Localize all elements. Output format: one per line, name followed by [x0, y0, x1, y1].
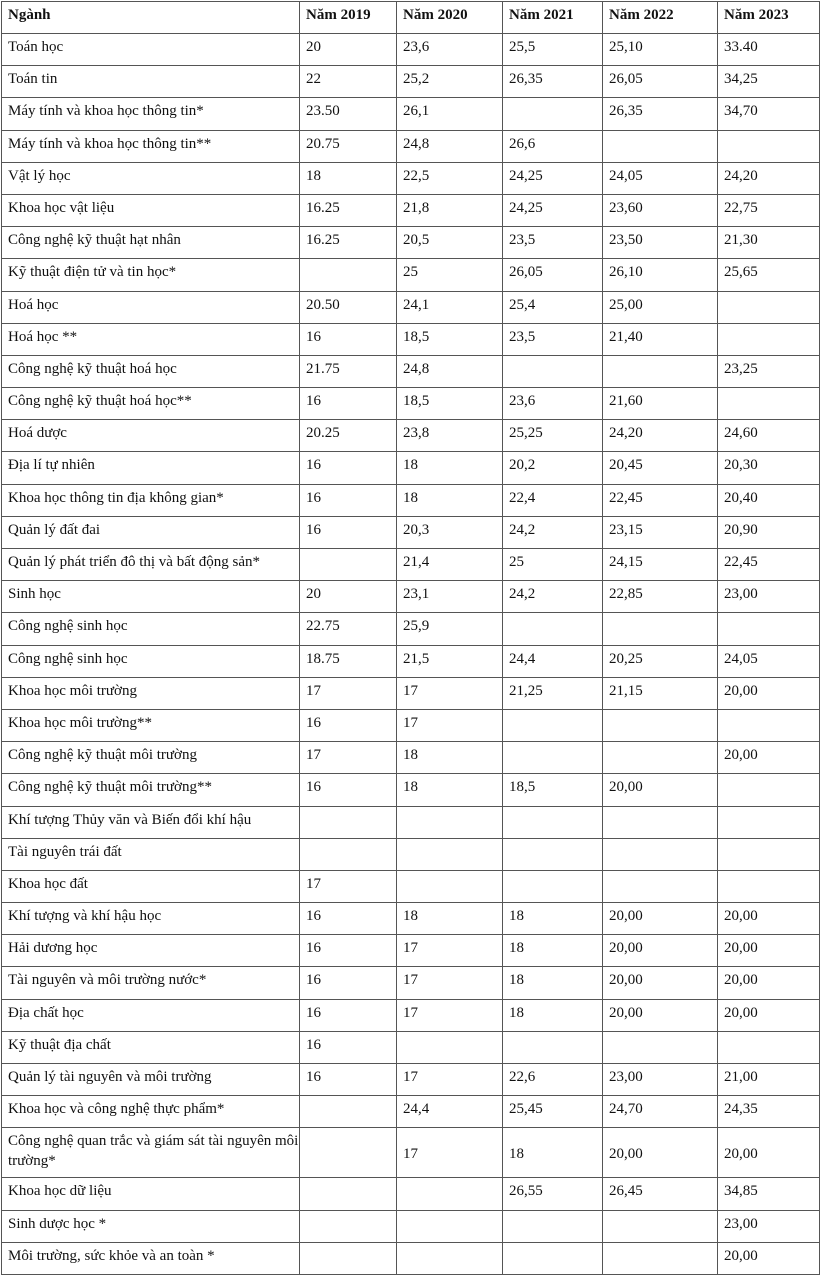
- cell-nganh: Quản lý đất đai: [2, 516, 300, 548]
- cell-2019: 21.75: [300, 355, 397, 387]
- cell-2020: 17: [397, 709, 503, 741]
- cell-2022: [603, 709, 718, 741]
- cell-2022: 20,00: [603, 903, 718, 935]
- cell-2023: 34,25: [718, 66, 820, 98]
- cell-2022: [603, 870, 718, 902]
- cell-2020: 24,4: [397, 1096, 503, 1128]
- table-row: [2, 34, 820, 66]
- cell-2019: 20.50: [300, 291, 397, 323]
- cell-2019: 16: [300, 452, 397, 484]
- cell-nganh: Địa lí tự nhiên: [2, 452, 300, 484]
- table-row: [2, 870, 820, 902]
- header-2019: Năm 2019: [300, 2, 397, 34]
- cell-2020: 21,4: [397, 549, 503, 581]
- cell-2022: 20,00: [603, 935, 718, 967]
- table-row: [2, 1064, 820, 1096]
- cell-2023: [718, 1031, 820, 1063]
- cell-2022: [603, 838, 718, 870]
- header-2022: Năm 2022: [603, 2, 718, 34]
- cell-nganh: Toán học: [2, 34, 300, 66]
- table-row: [2, 1096, 820, 1128]
- cell-2019: 20: [300, 581, 397, 613]
- cell-2020: 18,5: [397, 388, 503, 420]
- cell-2022: 20,00: [603, 999, 718, 1031]
- table-row: [2, 420, 820, 452]
- cell-2020: 17: [397, 935, 503, 967]
- table-row: [2, 1031, 820, 1063]
- cell-2023: 23,00: [718, 581, 820, 613]
- cell-nganh: Hoá học: [2, 291, 300, 323]
- cell-2020: 25: [397, 259, 503, 291]
- table-row: [2, 645, 820, 677]
- cell-2022: [603, 1242, 718, 1274]
- table-row: [2, 999, 820, 1031]
- table-row: [2, 677, 820, 709]
- table-row: [2, 227, 820, 259]
- cell-2019: 17: [300, 677, 397, 709]
- cell-2020: [397, 1242, 503, 1274]
- cell-2019: [300, 549, 397, 581]
- cell-2022: 23,60: [603, 194, 718, 226]
- cell-2019: 16: [300, 484, 397, 516]
- cell-2023: 22,75: [718, 194, 820, 226]
- cell-2023: [718, 130, 820, 162]
- cell-2021: 18: [503, 967, 603, 999]
- cell-2020: [397, 1210, 503, 1242]
- table-row: [2, 516, 820, 548]
- cell-nganh: Hoá học **: [2, 323, 300, 355]
- cell-2020: 17: [397, 1128, 503, 1178]
- cell-2020: [397, 1178, 503, 1210]
- cell-2021: [503, 806, 603, 838]
- table-row: [2, 967, 820, 999]
- table-header: [2, 2, 820, 34]
- table-row: [2, 1128, 820, 1178]
- cell-nganh: Khí tượng và khí hậu học: [2, 903, 300, 935]
- cell-2020: 20,5: [397, 227, 503, 259]
- cell-nganh: Khoa học thông tin địa không gian*: [2, 484, 300, 516]
- cell-2022: 23,15: [603, 516, 718, 548]
- cell-2019: 16: [300, 903, 397, 935]
- cell-nganh: Kỹ thuật điện tử và tin học*: [2, 259, 300, 291]
- cell-2023: 20,90: [718, 516, 820, 548]
- cell-nganh: Sinh dược học *: [2, 1210, 300, 1242]
- cell-2022: [603, 613, 718, 645]
- cell-nganh: Công nghệ quan trắc và giám sát tài nguyên môi trường*: [2, 1128, 300, 1178]
- cell-nganh: Hoá dược: [2, 420, 300, 452]
- cell-nganh: Quản lý tài nguyên và môi trường: [2, 1064, 300, 1096]
- table-row: [2, 838, 820, 870]
- cell-2021: 24,25: [503, 162, 603, 194]
- cell-2019: 16.25: [300, 194, 397, 226]
- cell-2020: 20,3: [397, 516, 503, 548]
- cell-nganh: Quản lý phát triển đô thị và bất động sản*: [2, 549, 300, 581]
- cell-nganh: Vật lý học: [2, 162, 300, 194]
- table-row: [2, 259, 820, 291]
- cell-2022: [603, 806, 718, 838]
- cell-2020: [397, 870, 503, 902]
- cell-2023: 34,70: [718, 98, 820, 130]
- cell-2023: [718, 838, 820, 870]
- cell-2020: [397, 806, 503, 838]
- cell-nganh: Công nghệ kỹ thuật hoá học: [2, 355, 300, 387]
- cell-nganh: Công nghệ kỹ thuật môi trường: [2, 742, 300, 774]
- cell-2022: 20,25: [603, 645, 718, 677]
- cell-2019: [300, 1242, 397, 1274]
- cell-2021: 22,6: [503, 1064, 603, 1096]
- cell-nganh: Công nghệ kỹ thuật hạt nhân: [2, 227, 300, 259]
- table-row: [2, 66, 820, 98]
- cell-2020: 24,8: [397, 355, 503, 387]
- cell-2023: 20,30: [718, 452, 820, 484]
- cell-2021: 18: [503, 903, 603, 935]
- cell-2019: [300, 838, 397, 870]
- cell-2021: 22,4: [503, 484, 603, 516]
- cell-2019: 18: [300, 162, 397, 194]
- cell-2019: [300, 1210, 397, 1242]
- cell-2019: 22: [300, 66, 397, 98]
- cell-2020: 24,1: [397, 291, 503, 323]
- cell-2019: 16: [300, 935, 397, 967]
- cell-nganh: Toán tin: [2, 66, 300, 98]
- cell-nganh: Tài nguyên trái đất: [2, 838, 300, 870]
- cell-2019: 16: [300, 774, 397, 806]
- cell-2023: [718, 870, 820, 902]
- cell-2021: 26,05: [503, 259, 603, 291]
- cell-2022: 24,15: [603, 549, 718, 581]
- cell-2019: 22.75: [300, 613, 397, 645]
- cell-2022: 25,10: [603, 34, 718, 66]
- cell-2020: 17: [397, 677, 503, 709]
- cell-2022: 21,60: [603, 388, 718, 420]
- cell-nganh: Hải dương học: [2, 935, 300, 967]
- table-row: [2, 323, 820, 355]
- cell-nganh: Môi trường, sức khỏe và an toàn *: [2, 1242, 300, 1274]
- cell-2023: 33.40: [718, 34, 820, 66]
- cell-2023: [718, 388, 820, 420]
- cell-2023: 21,00: [718, 1064, 820, 1096]
- cell-nganh: Công nghệ kỹ thuật môi trường**: [2, 774, 300, 806]
- cell-2022: 26,45: [603, 1178, 718, 1210]
- cell-2023: 25,65: [718, 259, 820, 291]
- cell-2021: 20,2: [503, 452, 603, 484]
- cell-2020: 17: [397, 967, 503, 999]
- cell-2019: 16: [300, 967, 397, 999]
- table-row: [2, 452, 820, 484]
- cell-2021: [503, 838, 603, 870]
- cell-2023: 24,05: [718, 645, 820, 677]
- header-2021: Năm 2021: [503, 2, 603, 34]
- cell-2023: [718, 774, 820, 806]
- cell-nganh: Công nghệ kỹ thuật hoá học**: [2, 388, 300, 420]
- cell-2020: 18: [397, 742, 503, 774]
- cell-2022: [603, 355, 718, 387]
- cell-2023: [718, 709, 820, 741]
- cell-2021: 25,25: [503, 420, 603, 452]
- cell-2020: 18,5: [397, 323, 503, 355]
- table-row: [2, 774, 820, 806]
- cell-2019: 16: [300, 323, 397, 355]
- cell-2022: 24,05: [603, 162, 718, 194]
- cell-2023: 21,30: [718, 227, 820, 259]
- table-row: [2, 355, 820, 387]
- cell-2019: 16: [300, 999, 397, 1031]
- cell-2020: 17: [397, 1064, 503, 1096]
- cell-2021: [503, 709, 603, 741]
- table-row: [2, 1210, 820, 1242]
- cell-2023: 20,00: [718, 935, 820, 967]
- cell-2019: [300, 1178, 397, 1210]
- cell-2019: 23.50: [300, 98, 397, 130]
- cell-2021: 24,25: [503, 194, 603, 226]
- cell-2023: 23,25: [718, 355, 820, 387]
- cell-2020: 18: [397, 903, 503, 935]
- cell-2023: [718, 806, 820, 838]
- cell-2021: [503, 98, 603, 130]
- table-row: [2, 935, 820, 967]
- table-row: [2, 484, 820, 516]
- cell-2020: 25,9: [397, 613, 503, 645]
- cell-2021: [503, 742, 603, 774]
- cell-2019: [300, 1128, 397, 1178]
- table-row: [2, 130, 820, 162]
- cell-2021: 25,5: [503, 34, 603, 66]
- cell-2023: 24,35: [718, 1096, 820, 1128]
- cell-2022: 26,10: [603, 259, 718, 291]
- cell-2021: 23,6: [503, 388, 603, 420]
- cell-2021: 18: [503, 999, 603, 1031]
- table-row: [2, 581, 820, 613]
- cell-2019: 16: [300, 516, 397, 548]
- cell-2020: 23,1: [397, 581, 503, 613]
- table-row: [2, 903, 820, 935]
- cell-2022: 21,15: [603, 677, 718, 709]
- cell-2019: 18.75: [300, 645, 397, 677]
- cell-2019: 16.25: [300, 227, 397, 259]
- cell-2021: [503, 1242, 603, 1274]
- cell-2023: 34,85: [718, 1178, 820, 1210]
- cell-2023: 20,00: [718, 903, 820, 935]
- cell-2021: 25,45: [503, 1096, 603, 1128]
- table-row: [2, 1242, 820, 1274]
- admission-score-table: [1, 1, 820, 1275]
- cell-2022: 26,05: [603, 66, 718, 98]
- cell-2020: [397, 838, 503, 870]
- cell-2022: 23,00: [603, 1064, 718, 1096]
- header-nganh: Ngành: [2, 2, 300, 34]
- cell-2019: [300, 806, 397, 838]
- cell-2019: [300, 259, 397, 291]
- cell-2023: 20,00: [718, 967, 820, 999]
- cell-2019: 16: [300, 388, 397, 420]
- cell-2020: 21,8: [397, 194, 503, 226]
- cell-2021: 18: [503, 935, 603, 967]
- table-row: [2, 613, 820, 645]
- cell-2022: 22,45: [603, 484, 718, 516]
- table-row: [2, 549, 820, 581]
- table-row: [2, 742, 820, 774]
- cell-2019: 20.25: [300, 420, 397, 452]
- table-row: [2, 98, 820, 130]
- table-row: [2, 1178, 820, 1210]
- cell-2021: 26,35: [503, 66, 603, 98]
- table-row: [2, 709, 820, 741]
- cell-2019: 16: [300, 1031, 397, 1063]
- cell-2023: 23,00: [718, 1210, 820, 1242]
- cell-2020: 17: [397, 999, 503, 1031]
- cell-2019: 16: [300, 1064, 397, 1096]
- cell-nganh: Sinh học: [2, 581, 300, 613]
- cell-2021: 25,4: [503, 291, 603, 323]
- cell-2021: [503, 870, 603, 902]
- cell-2021: [503, 1210, 603, 1242]
- cell-2022: 24,20: [603, 420, 718, 452]
- cell-2023: [718, 323, 820, 355]
- cell-nganh: Khoa học vật liệu: [2, 194, 300, 226]
- cell-2021: 18,5: [503, 774, 603, 806]
- cell-2022: 22,85: [603, 581, 718, 613]
- cell-nganh: Kỹ thuật địa chất: [2, 1031, 300, 1063]
- cell-2022: 20,00: [603, 967, 718, 999]
- cell-2023: 20,00: [718, 1242, 820, 1274]
- cell-2022: [603, 130, 718, 162]
- cell-2022: 20,45: [603, 452, 718, 484]
- table-row: [2, 806, 820, 838]
- cell-2023: 22,45: [718, 549, 820, 581]
- cell-2021: 25: [503, 549, 603, 581]
- cell-nganh: Khoa học dữ liệu: [2, 1178, 300, 1210]
- cell-2021: [503, 355, 603, 387]
- cell-nganh: Tài nguyên và môi trường nước*: [2, 967, 300, 999]
- header-2020: Năm 2020: [397, 2, 503, 34]
- cell-2022: 20,00: [603, 1128, 718, 1178]
- cell-2023: 20,00: [718, 742, 820, 774]
- cell-2021: 26,6: [503, 130, 603, 162]
- cell-2023: 20,00: [718, 677, 820, 709]
- cell-2021: 24,2: [503, 516, 603, 548]
- cell-2020: 18: [397, 484, 503, 516]
- cell-2019: 20: [300, 34, 397, 66]
- cell-2022: 20,00: [603, 774, 718, 806]
- cell-2022: [603, 1031, 718, 1063]
- cell-2020: 21,5: [397, 645, 503, 677]
- cell-2021: [503, 1031, 603, 1063]
- cell-2020: 18: [397, 774, 503, 806]
- cell-2022: 21,40: [603, 323, 718, 355]
- header-row: [2, 2, 820, 34]
- cell-2019: [300, 1096, 397, 1128]
- table-row: [2, 194, 820, 226]
- cell-nganh: Khoa học đất: [2, 870, 300, 902]
- header-2023: Năm 2023: [718, 2, 820, 34]
- cell-2022: 23,50: [603, 227, 718, 259]
- cell-nganh: Máy tính và khoa học thông tin*: [2, 98, 300, 130]
- table-row: [2, 162, 820, 194]
- cell-2023: [718, 613, 820, 645]
- cell-2019: 17: [300, 742, 397, 774]
- cell-2019: 16: [300, 709, 397, 741]
- cell-2021: 23,5: [503, 323, 603, 355]
- cell-nganh: Khoa học môi trường: [2, 677, 300, 709]
- cell-2019: 17: [300, 870, 397, 902]
- cell-2023: 20,00: [718, 1128, 820, 1178]
- table-body: [2, 34, 820, 1275]
- cell-2020: 22,5: [397, 162, 503, 194]
- cell-2021: 23,5: [503, 227, 603, 259]
- table-row: [2, 291, 820, 323]
- cell-2022: [603, 1210, 718, 1242]
- cell-2020: 24,8: [397, 130, 503, 162]
- cell-2022: 25,00: [603, 291, 718, 323]
- cell-nganh: Địa chất học: [2, 999, 300, 1031]
- cell-2023: [718, 291, 820, 323]
- cell-2020: 23,8: [397, 420, 503, 452]
- cell-2021: 26,55: [503, 1178, 603, 1210]
- cell-nganh: Khoa học môi trường**: [2, 709, 300, 741]
- cell-2023: 20,00: [718, 999, 820, 1031]
- cell-2021: 18: [503, 1128, 603, 1178]
- cell-2023: 24,20: [718, 162, 820, 194]
- cell-2022: 26,35: [603, 98, 718, 130]
- cell-2020: 26,1: [397, 98, 503, 130]
- cell-2021: 21,25: [503, 677, 603, 709]
- cell-2021: 24,2: [503, 581, 603, 613]
- cell-nganh: Công nghệ sinh học: [2, 645, 300, 677]
- cell-nganh: Khoa học và công nghệ thực phẩm*: [2, 1096, 300, 1128]
- cell-2020: 25,2: [397, 66, 503, 98]
- cell-2023: 24,60: [718, 420, 820, 452]
- cell-2019: 20.75: [300, 130, 397, 162]
- cell-2020: 23,6: [397, 34, 503, 66]
- cell-2020: [397, 1031, 503, 1063]
- cell-2022: [603, 742, 718, 774]
- cell-2021: 24,4: [503, 645, 603, 677]
- cell-nganh: Công nghệ sinh học: [2, 613, 300, 645]
- table-row: [2, 388, 820, 420]
- cell-2020: 18: [397, 452, 503, 484]
- cell-nganh: Máy tính và khoa học thông tin**: [2, 130, 300, 162]
- cell-2023: 20,40: [718, 484, 820, 516]
- cell-2021: [503, 613, 603, 645]
- cell-nganh: Khí tượng Thủy văn và Biến đổi khí hậu: [2, 806, 300, 838]
- cell-2022: 24,70: [603, 1096, 718, 1128]
